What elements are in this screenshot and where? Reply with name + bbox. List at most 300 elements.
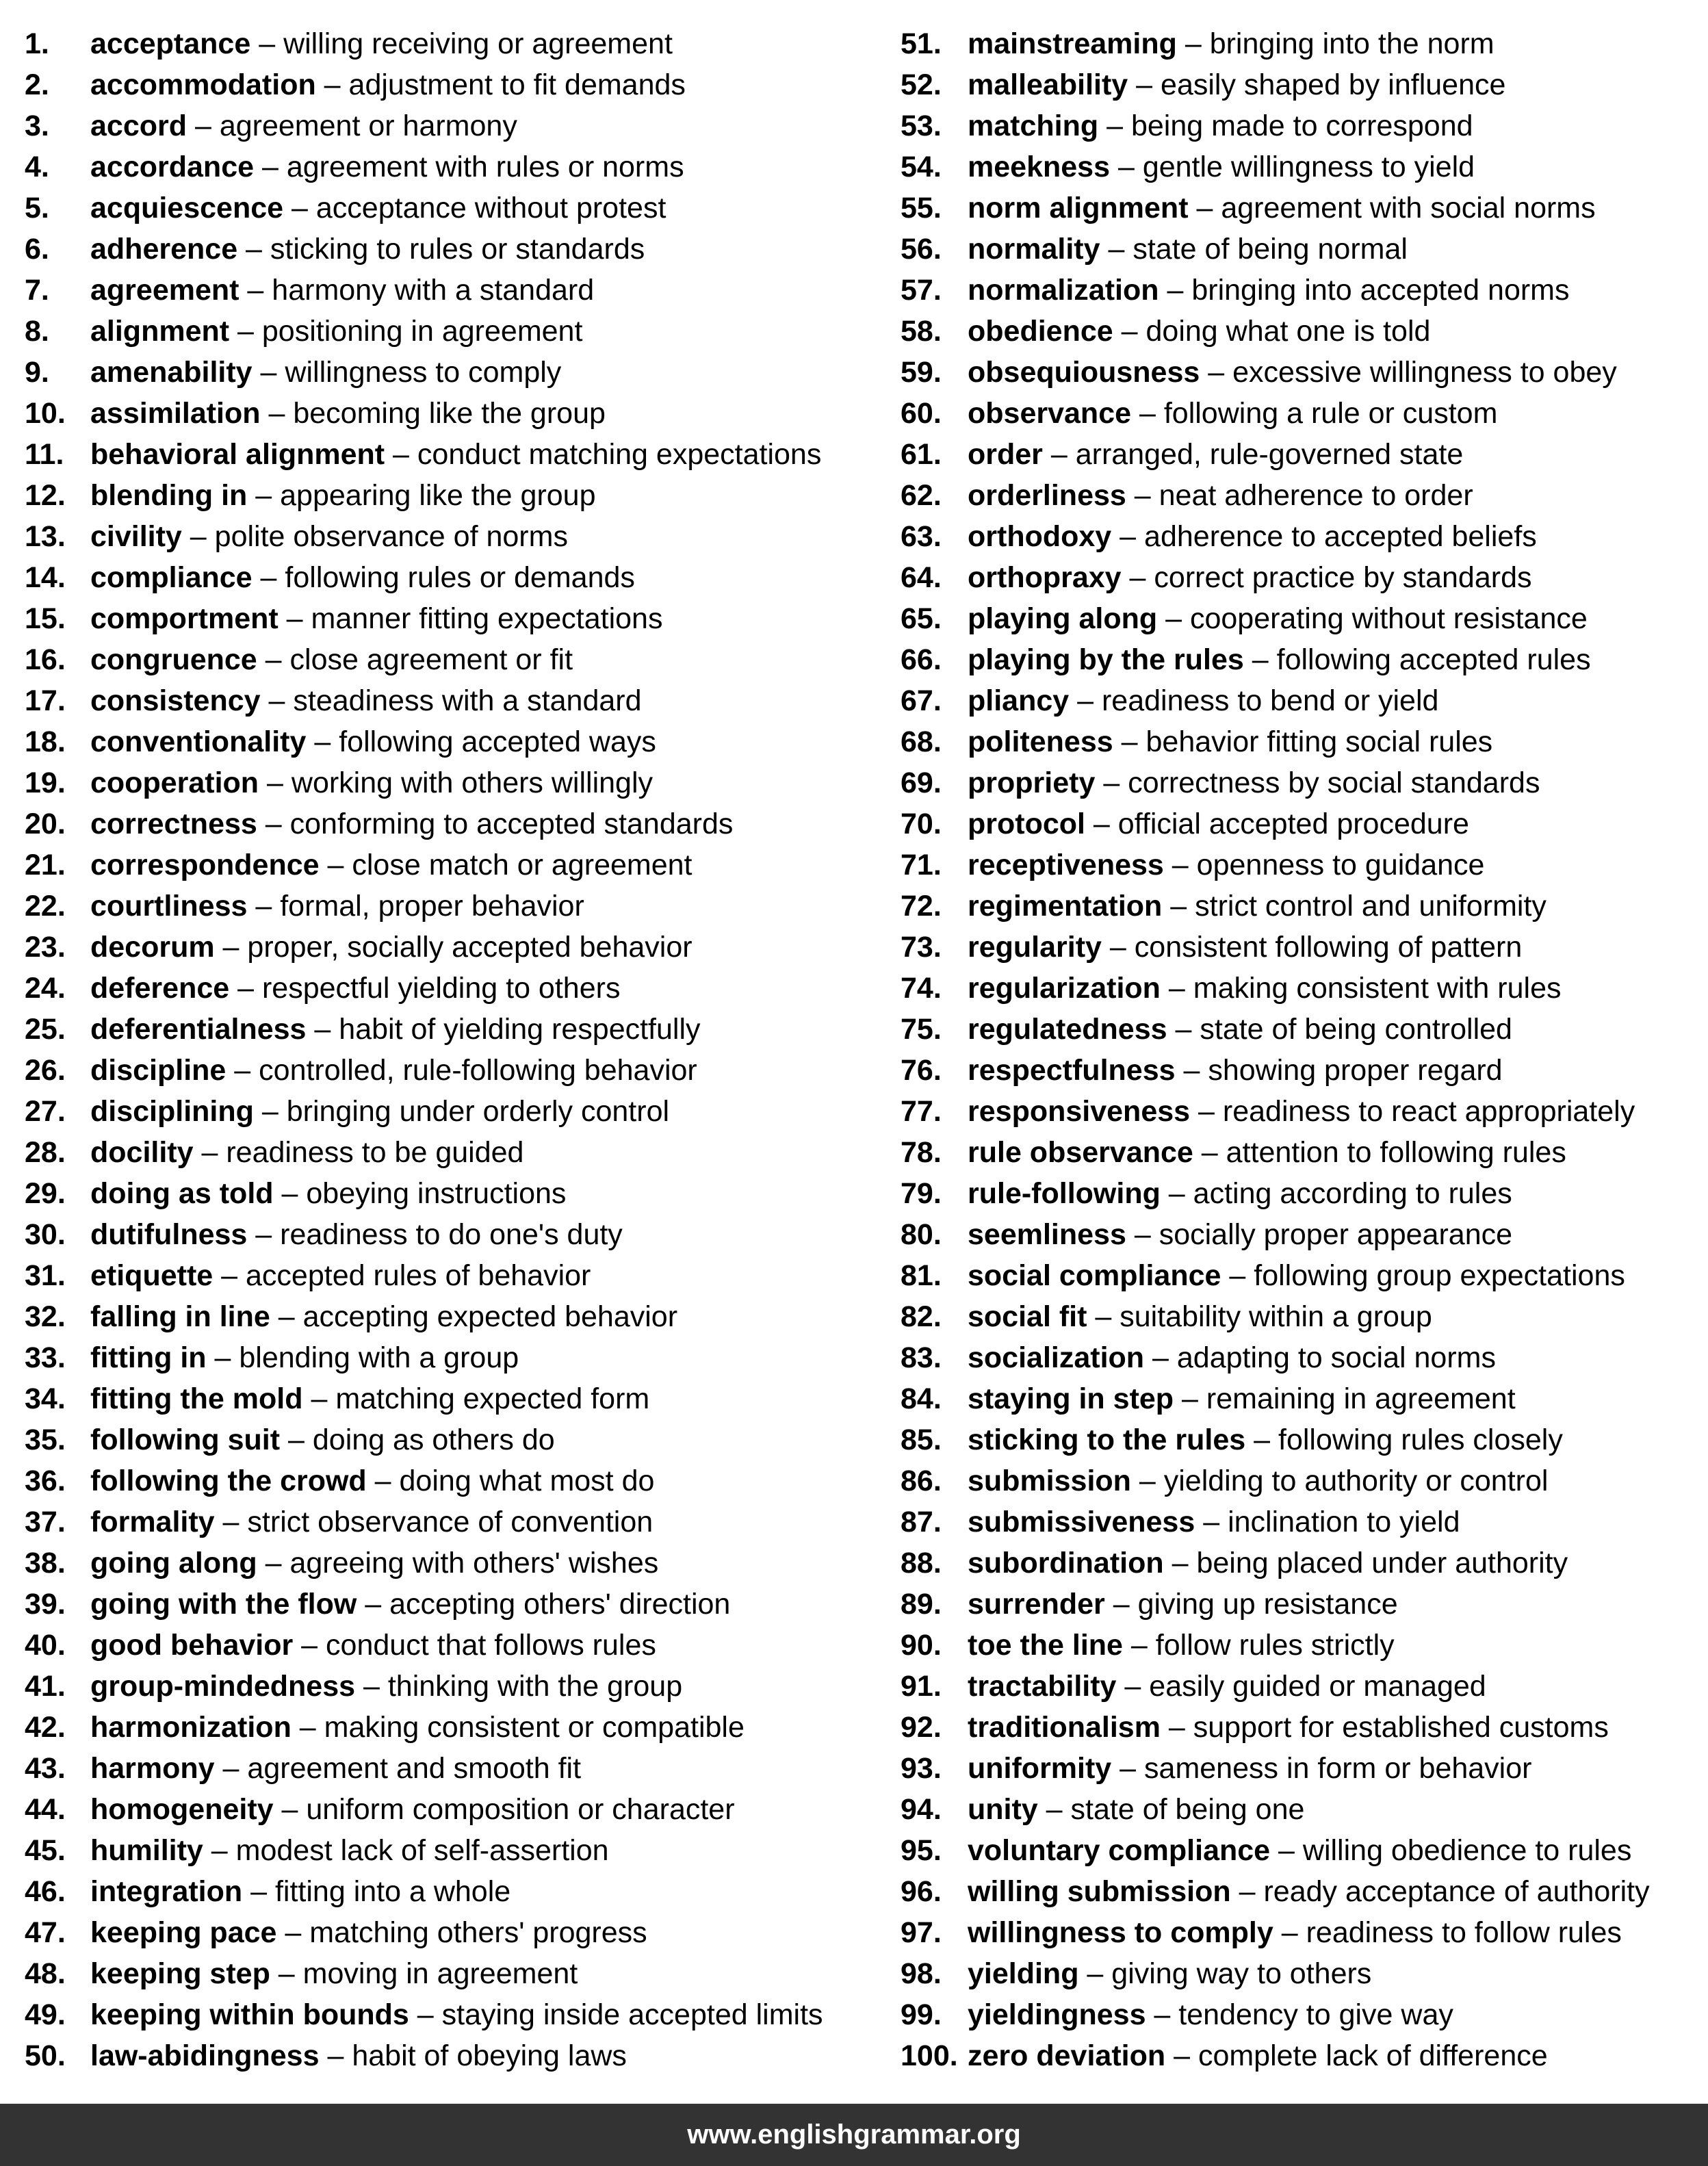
item-separator: –: [1188, 192, 1221, 224]
item-definition: willing receiving or agreement: [283, 27, 673, 60]
item-separator: –: [1100, 233, 1133, 266]
item-term: malleability: [968, 68, 1128, 101]
item-term: sticking to the rules: [968, 1423, 1246, 1456]
item-term: order: [968, 438, 1043, 471]
item-separator: –: [273, 1177, 307, 1210]
item-number: 99.: [901, 1998, 942, 2031]
item-definition: readiness to react appropriately: [1222, 1095, 1635, 1128]
item-number: 55.: [901, 192, 942, 224]
item-definition: following rules or demands: [285, 561, 635, 594]
item-definition: inclination to yield: [1228, 1506, 1460, 1538]
item-definition: showing proper regard: [1208, 1054, 1503, 1087]
item-separator: –: [187, 109, 220, 142]
list-item: [25, 803, 880, 845]
item-separator: –: [1162, 890, 1195, 923]
item-definition: formal, proper behavior: [280, 890, 584, 923]
list-item: [901, 1666, 1701, 1707]
item-separator: –: [1167, 1013, 1200, 1046]
item-definition: appearing like the group: [280, 479, 596, 512]
item-term: civility: [90, 520, 182, 553]
item-definition: official accepted procedure: [1117, 808, 1469, 840]
item-separator: –: [1160, 1711, 1193, 1744]
item-definition: willingness to comply: [285, 356, 562, 389]
item-definition: positioning in agreement: [261, 315, 583, 348]
item-definition: close match or agreement: [352, 849, 693, 881]
footer-url[interactable]: www.englishgrammar.org: [0, 2104, 1708, 2166]
item-separator: –: [239, 274, 272, 307]
item-number: 53.: [901, 109, 942, 142]
item-separator: –: [273, 1793, 307, 1826]
item-number: 51.: [901, 27, 942, 60]
item-number: 82.: [901, 1300, 942, 1333]
list-item: [901, 1789, 1701, 1830]
item-separator: –: [252, 561, 285, 594]
list-item: [901, 639, 1701, 680]
list-item: [25, 2035, 880, 2076]
item-number: 28.: [25, 1136, 66, 1169]
item-number: 65.: [901, 602, 942, 635]
item-number: 84.: [901, 1382, 942, 1415]
item-definition: yielding to authority or control: [1163, 1465, 1549, 1497]
list-item: [901, 1707, 1701, 1748]
item-separator: –: [229, 315, 262, 348]
list-item: [25, 311, 880, 352]
item-definition: attention to following rules: [1226, 1136, 1566, 1169]
item-definition: conforming to accepted standards: [289, 808, 734, 840]
item-definition: conduct that follows rules: [326, 1629, 656, 1662]
item-term: harmony: [90, 1752, 215, 1785]
item-term: politeness: [968, 725, 1113, 758]
item-separator: –: [181, 520, 215, 553]
item-number: 80.: [901, 1218, 942, 1251]
item-number: 75.: [901, 1013, 942, 1046]
item-definition: tendency to give way: [1178, 1998, 1453, 2031]
list-item: [901, 475, 1701, 516]
item-number: 24.: [25, 972, 66, 1005]
item-term: accommodation: [90, 68, 316, 101]
item-term: harmonization: [90, 1711, 292, 1744]
list-item: [25, 393, 880, 434]
item-term: submission: [968, 1465, 1131, 1497]
item-term: agreement: [90, 274, 240, 307]
item-separator: –: [1163, 1547, 1197, 1580]
item-term: humility: [90, 1834, 203, 1867]
right-column: [901, 23, 1701, 2076]
list-item: [25, 1419, 880, 1460]
item-term: voluntary compliance: [968, 1834, 1271, 1867]
item-separator: –: [270, 1300, 303, 1333]
item-number: 35.: [25, 1423, 66, 1456]
item-number: 5.: [25, 192, 49, 224]
list-item: [901, 1173, 1701, 1214]
item-separator: –: [206, 1341, 240, 1374]
item-number: 44.: [25, 1793, 66, 1826]
item-separator: –: [226, 1054, 259, 1087]
item-number: 95.: [901, 1834, 942, 1867]
list-item: [901, 1871, 1701, 1912]
item-number: 50.: [25, 2039, 66, 2072]
item-definition: sameness in form or behavior: [1144, 1752, 1532, 1785]
item-number: 20.: [25, 808, 66, 840]
list-item: [901, 762, 1701, 803]
item-number: 90.: [901, 1629, 942, 1662]
item-number: 33.: [25, 1341, 66, 1374]
item-definition: becoming like the group: [293, 397, 606, 430]
item-separator: –: [214, 1752, 248, 1785]
item-definition: making consistent or compatible: [324, 1711, 745, 1744]
list-item: [25, 1953, 880, 1994]
item-term: deference: [90, 972, 230, 1005]
list-item: [25, 1871, 880, 1912]
item-separator: –: [1165, 2039, 1198, 2072]
item-term: cooperation: [90, 766, 259, 799]
item-definition: matching expected form: [335, 1382, 650, 1415]
item-separator: –: [306, 1013, 339, 1046]
list-item: [901, 2035, 1701, 2076]
item-separator: –: [366, 1465, 400, 1497]
item-number: 16.: [25, 643, 66, 676]
item-term: comportment: [90, 602, 279, 635]
list-item: [901, 1378, 1701, 1419]
list-item: [901, 598, 1701, 639]
item-separator: –: [252, 356, 285, 389]
item-definition: bringing into accepted norms: [1191, 274, 1570, 307]
item-term: yielding: [968, 1957, 1079, 1990]
item-term: rule-following: [968, 1177, 1161, 1210]
item-separator: –: [1221, 1259, 1254, 1292]
list-item: [901, 1050, 1701, 1091]
item-definition: habit of obeying laws: [352, 2039, 627, 2072]
item-term: mainstreaming: [968, 27, 1177, 60]
item-separator: –: [253, 1095, 287, 1128]
item-number: 8.: [25, 315, 49, 348]
item-separator: –: [1121, 561, 1154, 594]
item-separator: –: [1190, 1095, 1223, 1128]
item-separator: –: [1159, 274, 1192, 307]
item-separator: –: [213, 1259, 246, 1292]
list-item: [25, 146, 880, 188]
item-separator: –: [257, 808, 290, 840]
item-term: courtliness: [90, 890, 248, 923]
item-separator: –: [315, 68, 349, 101]
item-definition: arranged, rule-governed state: [1075, 438, 1464, 471]
item-definition: polite observance of norms: [214, 520, 568, 553]
item-definition: correctness by social standards: [1128, 766, 1540, 799]
item-definition: thinking with the group: [387, 1670, 683, 1703]
item-number: 40.: [25, 1629, 66, 1662]
list-item: [25, 105, 880, 146]
item-number: 98.: [901, 1957, 942, 1990]
list-item: [25, 64, 880, 105]
item-separator: –: [259, 766, 292, 799]
list-item: [901, 1132, 1701, 1173]
item-number: 88.: [901, 1547, 942, 1580]
item-term: uniformity: [968, 1752, 1112, 1785]
item-separator: –: [214, 1506, 248, 1538]
item-term: blending in: [90, 479, 248, 512]
item-definition: agreement or harmony: [219, 109, 517, 142]
item-number: 89.: [901, 1588, 942, 1621]
item-separator: –: [276, 1916, 310, 1949]
item-term: decorum: [90, 931, 215, 964]
item-term: responsiveness: [968, 1095, 1191, 1128]
item-number: 37.: [25, 1506, 66, 1538]
item-definition: habit of yielding respectfully: [339, 1013, 701, 1046]
item-number: 27.: [25, 1095, 66, 1128]
item-term: regularization: [968, 972, 1161, 1005]
item-separator: –: [1193, 1136, 1226, 1169]
item-number: 6.: [25, 233, 49, 266]
item-number: 67.: [901, 684, 942, 717]
item-separator: –: [302, 1382, 336, 1415]
list-item: [25, 1501, 880, 1543]
item-term: going along: [90, 1547, 257, 1580]
item-number: 85.: [901, 1423, 942, 1456]
item-definition: modest lack of self-assertion: [235, 1834, 609, 1867]
item-separator: –: [1174, 1382, 1206, 1415]
item-definition: acceptance without protest: [315, 192, 667, 224]
list-item: [25, 1132, 880, 1173]
list-item: [901, 1337, 1701, 1378]
item-term: yieldingness: [968, 1998, 1146, 2031]
item-term: keeping pace: [90, 1916, 277, 1949]
item-term: homogeneity: [90, 1793, 274, 1826]
item-term: unity: [968, 1793, 1038, 1826]
list-item: [25, 968, 880, 1009]
item-term: amenability: [90, 356, 253, 389]
item-separator: –: [257, 643, 290, 676]
item-definition: complete lack of difference: [1198, 2039, 1548, 2072]
item-number: 93.: [901, 1752, 942, 1785]
item-separator: –: [283, 192, 316, 224]
item-separator: –: [1245, 1423, 1279, 1456]
item-term: orthodoxy: [968, 520, 1112, 553]
item-separator: –: [1270, 1834, 1303, 1867]
item-separator: –: [254, 151, 287, 183]
item-number: 22.: [25, 890, 66, 923]
list-item: [25, 229, 880, 270]
item-separator: –: [1126, 479, 1159, 512]
item-number: 64.: [901, 561, 942, 594]
item-separator: –: [260, 684, 294, 717]
item-separator: –: [1098, 109, 1131, 142]
list-item: [25, 188, 880, 229]
item-number: 96.: [901, 1875, 942, 1908]
item-separator: –: [280, 1423, 313, 1456]
list-item: [25, 516, 880, 557]
item-term: discipline: [90, 1054, 227, 1087]
list-item: [901, 188, 1701, 229]
item-term: good behavior: [90, 1629, 294, 1662]
item-term: orthopraxy: [968, 561, 1122, 594]
list-item: [25, 1173, 880, 1214]
item-term: surrender: [968, 1588, 1105, 1621]
item-term: following suit: [90, 1423, 281, 1456]
list-item: [25, 1337, 880, 1378]
item-definition: following a rule or custom: [1163, 397, 1498, 430]
item-term: congruence: [90, 643, 257, 676]
item-number: 11.: [25, 438, 64, 471]
item-separator: –: [1095, 766, 1128, 799]
item-definition: suitability within a group: [1120, 1300, 1432, 1333]
item-term: socialization: [968, 1341, 1145, 1374]
item-separator: –: [1111, 1752, 1145, 1785]
list-item: [25, 1912, 880, 1953]
item-term: observance: [968, 397, 1132, 430]
item-term: norm alignment: [968, 192, 1189, 224]
item-term: acquiescence: [90, 192, 284, 224]
item-separator: –: [247, 1218, 281, 1251]
item-definition: moving in agreement: [302, 1957, 578, 1990]
item-definition: adjustment to fit demands: [348, 68, 686, 101]
item-number: 9.: [25, 356, 49, 389]
list-item: [901, 1912, 1701, 1953]
item-term: seemliness: [968, 1218, 1126, 1251]
item-definition: gentle willingness to yield: [1142, 151, 1475, 183]
item-separator: –: [203, 1834, 236, 1867]
list-item: [901, 1255, 1701, 1296]
item-term: etiquette: [90, 1259, 214, 1292]
item-separator: –: [214, 931, 248, 964]
item-separator: –: [247, 890, 281, 923]
item-definition: correct practice by standards: [1154, 561, 1532, 594]
list-item: [25, 1255, 880, 1296]
item-term: submissiveness: [968, 1506, 1195, 1538]
item-number: 7.: [25, 274, 49, 307]
item-definition: doing what most do: [399, 1465, 655, 1497]
list-item: [25, 1091, 880, 1132]
item-separator: –: [1131, 397, 1164, 430]
list-item: [25, 927, 880, 968]
item-separator: –: [1085, 808, 1118, 840]
list-item: [25, 1707, 880, 1748]
item-number: 29.: [25, 1177, 66, 1210]
item-number: 91.: [901, 1670, 942, 1703]
item-number: 73.: [901, 931, 942, 964]
item-number: 41.: [25, 1670, 66, 1703]
item-term: correspondence: [90, 849, 320, 881]
item-term: obedience: [968, 315, 1113, 348]
list-item: [901, 352, 1701, 393]
item-separator: –: [1104, 1588, 1138, 1621]
item-separator: –: [291, 1711, 324, 1744]
word-list: [0, 23, 1708, 2071]
item-number: 81.: [901, 1259, 942, 1292]
item-number: 77.: [901, 1095, 942, 1128]
item-definition: following accepted ways: [339, 725, 656, 758]
item-separator: –: [278, 602, 311, 635]
item-number: 54.: [901, 151, 942, 183]
item-definition: agreeing with others' wishes: [289, 1547, 659, 1580]
list-item: [901, 557, 1701, 598]
item-number: 83.: [901, 1341, 942, 1374]
item-separator: –: [1113, 725, 1146, 758]
item-definition: socially proper appearance: [1159, 1218, 1513, 1251]
item-number: 68.: [901, 725, 942, 758]
item-term: normalization: [968, 274, 1159, 307]
list-item: [901, 270, 1701, 311]
list-item: [25, 1994, 880, 2035]
item-separator: –: [193, 1136, 227, 1169]
item-separator: –: [1122, 1629, 1156, 1662]
item-definition: following group expectations: [1254, 1259, 1625, 1292]
item-definition: bringing into the norm: [1209, 27, 1494, 60]
item-number: 18.: [25, 725, 66, 758]
item-term: receptiveness: [968, 849, 1164, 881]
item-term: rule observance: [968, 1136, 1193, 1169]
item-definition: adherence to accepted beliefs: [1144, 520, 1537, 553]
item-term: toe the line: [968, 1629, 1123, 1662]
item-definition: making consistent with rules: [1193, 972, 1562, 1005]
list-item: [25, 475, 880, 516]
item-definition: strict control and uniformity: [1195, 890, 1547, 923]
list-item: [901, 1953, 1701, 1994]
item-definition: agreement with rules or norms: [286, 151, 684, 183]
item-number: 45.: [25, 1834, 66, 1867]
list-item: [901, 1419, 1701, 1460]
list-item: [25, 762, 880, 803]
item-term: integration: [90, 1875, 243, 1908]
item-number: 46.: [25, 1875, 66, 1908]
item-term: acceptance: [90, 27, 251, 60]
item-definition: matching others' progress: [309, 1916, 647, 1949]
item-separator: –: [1111, 520, 1145, 553]
list-item: [25, 1830, 880, 1871]
item-number: 71.: [901, 849, 942, 881]
item-term: formality: [90, 1506, 215, 1538]
list-item: [25, 1584, 880, 1625]
item-number: 1.: [25, 27, 49, 60]
item-number: 59.: [901, 356, 942, 389]
item-number: 63.: [901, 520, 942, 553]
item-definition: manner fitting expectations: [311, 602, 663, 635]
item-term: social compliance: [968, 1259, 1221, 1292]
list-item: [25, 557, 880, 598]
item-definition: being placed under authority: [1196, 1547, 1568, 1580]
list-item: [901, 1994, 1701, 2035]
item-term: regimentation: [968, 890, 1163, 923]
item-term: adherence: [90, 233, 238, 266]
item-number: 30.: [25, 1218, 66, 1251]
item-definition: state of being normal: [1133, 233, 1408, 266]
item-separator: –: [1113, 315, 1146, 348]
list-item: [25, 352, 880, 393]
list-item: [25, 845, 880, 886]
item-number: 32.: [25, 1300, 66, 1333]
item-term: matching: [968, 109, 1099, 142]
item-number: 4.: [25, 151, 49, 183]
item-number: 25.: [25, 1013, 66, 1046]
item-term: keeping within bounds: [90, 1998, 409, 2031]
item-number: 15.: [25, 602, 66, 635]
item-term: protocol: [968, 808, 1085, 840]
item-term: behavioral alignment: [90, 438, 385, 471]
item-number: 94.: [901, 1793, 942, 1826]
item-definition: cooperating without resistance: [1189, 602, 1588, 635]
item-separator: –: [237, 233, 270, 266]
list-item: [901, 64, 1701, 105]
item-separator: –: [1195, 1506, 1228, 1538]
item-number: 26.: [25, 1054, 66, 1087]
list-item: [901, 1748, 1701, 1789]
item-definition: agreement with social norms: [1221, 192, 1596, 224]
item-term: accordance: [90, 151, 255, 183]
list-item: [901, 886, 1701, 927]
item-number: 14.: [25, 561, 66, 594]
item-number: 49.: [25, 1998, 66, 2031]
item-number: 100.: [901, 2039, 958, 2072]
item-term: meekness: [968, 151, 1110, 183]
